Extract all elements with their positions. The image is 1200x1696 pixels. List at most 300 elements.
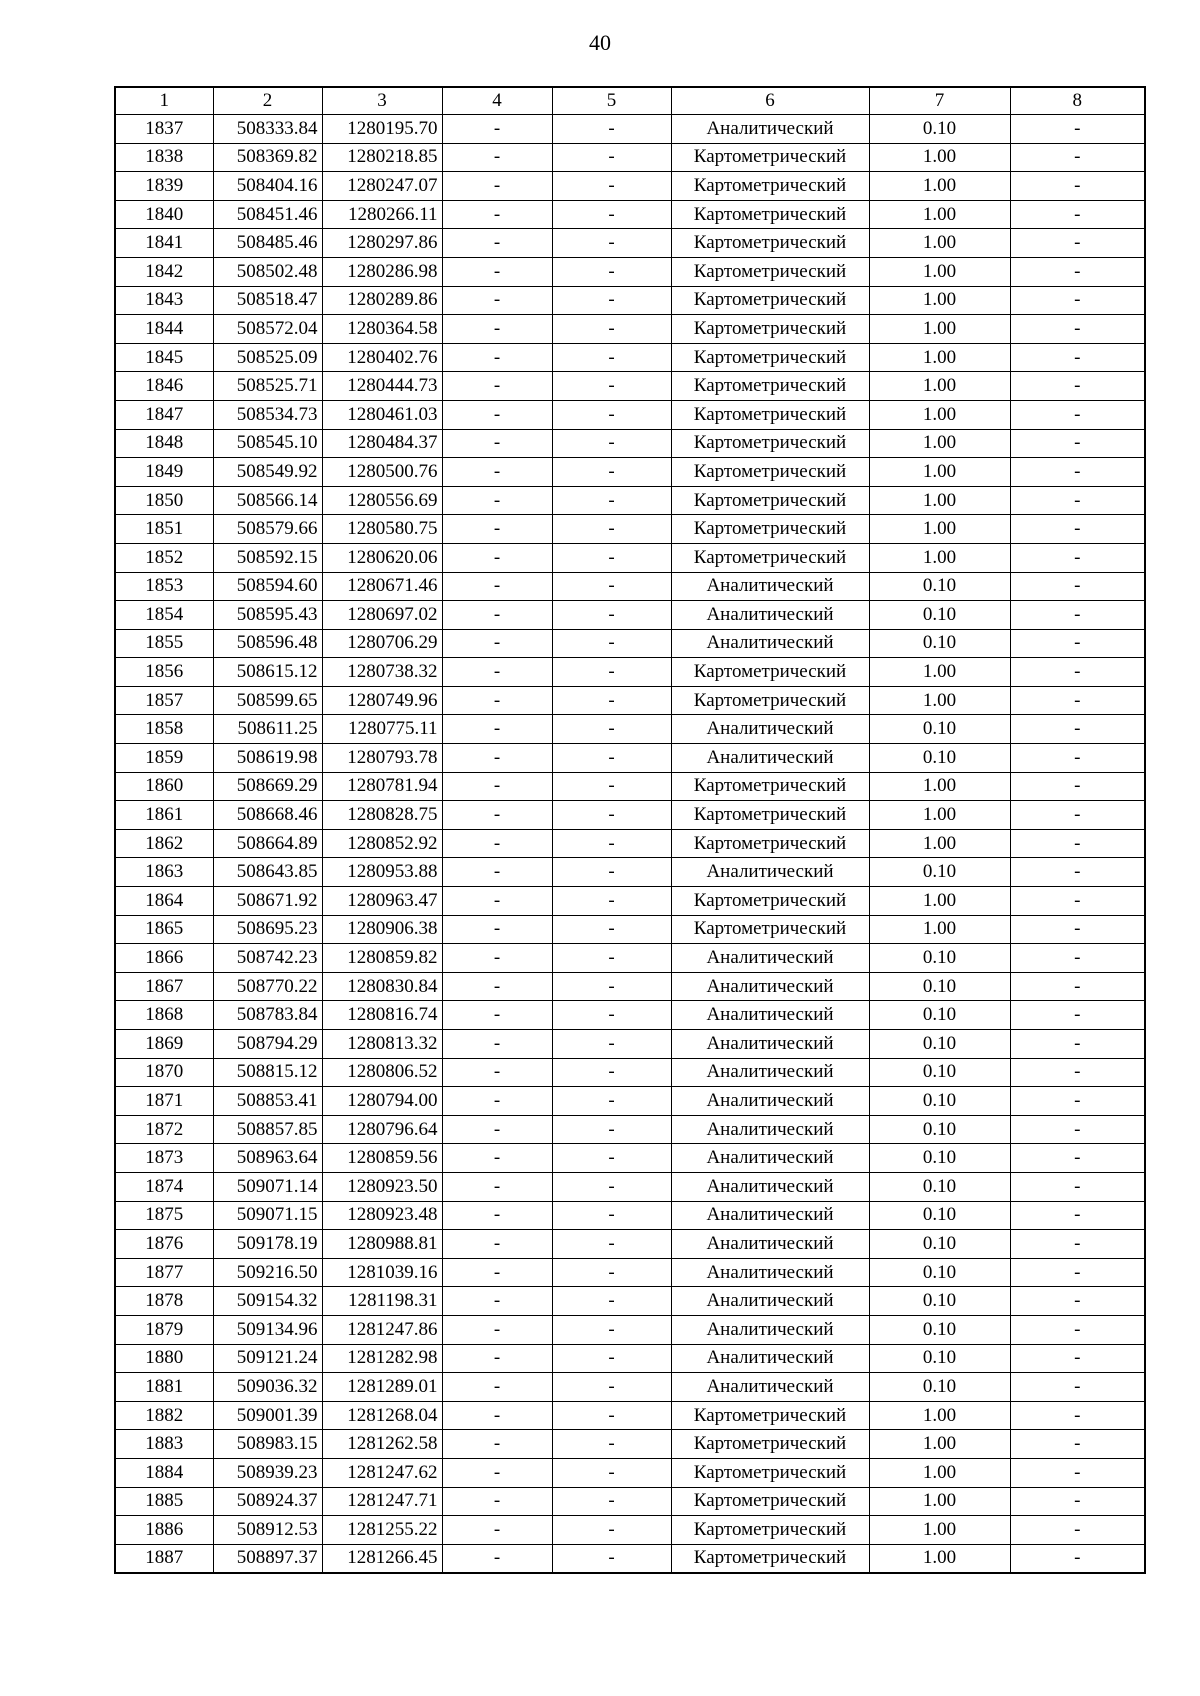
col4-cell: - xyxy=(442,1001,552,1030)
col5-cell: - xyxy=(552,286,671,315)
method-cell: Картометрический xyxy=(671,1401,869,1430)
col8-cell: - xyxy=(1010,972,1145,1001)
col8-cell: - xyxy=(1010,1344,1145,1373)
accuracy-cell: 1.00 xyxy=(869,257,1010,286)
col4-cell: - xyxy=(442,829,552,858)
accuracy-cell: 1.00 xyxy=(869,400,1010,429)
x-coordinate-cell: 508545.10 xyxy=(213,429,322,458)
y-coordinate-cell: 1280953.88 xyxy=(322,858,442,887)
col4-cell: - xyxy=(442,972,552,1001)
x-coordinate-cell: 508815.12 xyxy=(213,1058,322,1087)
col8-cell: - xyxy=(1010,1315,1145,1344)
col5-cell: - xyxy=(552,143,671,172)
method-cell: Картометрический xyxy=(671,257,869,286)
table-row xyxy=(115,143,1145,172)
y-coordinate-cell: 1280364.58 xyxy=(322,315,442,344)
table-body xyxy=(115,115,1145,1574)
accuracy-cell: 0.10 xyxy=(869,1144,1010,1173)
table-row xyxy=(115,286,1145,315)
point-number-cell: 1852 xyxy=(115,543,213,572)
col5-cell: - xyxy=(552,1030,671,1059)
page-number: 40 xyxy=(589,30,611,55)
y-coordinate-cell: 1280402.76 xyxy=(322,343,442,372)
y-coordinate-cell: 1280828.75 xyxy=(322,801,442,830)
accuracy-cell: 0.10 xyxy=(869,1030,1010,1059)
accuracy-cell: 1.00 xyxy=(869,315,1010,344)
method-cell: Картометрический xyxy=(671,801,869,830)
y-coordinate-cell: 1280697.02 xyxy=(322,601,442,630)
col5-cell: - xyxy=(552,887,671,916)
point-number-cell: 1880 xyxy=(115,1344,213,1373)
x-coordinate-cell: 508534.73 xyxy=(213,400,322,429)
table-row xyxy=(115,1030,1145,1059)
col5-cell: - xyxy=(552,658,671,687)
y-coordinate-cell: 1280988.81 xyxy=(322,1230,442,1259)
col5-cell: - xyxy=(552,172,671,201)
column-header: 7 xyxy=(869,87,1010,115)
header-row xyxy=(115,87,1145,115)
y-coordinate-cell: 1280816.74 xyxy=(322,1001,442,1030)
col5-cell: - xyxy=(552,686,671,715)
y-coordinate-cell: 1280266.11 xyxy=(322,200,442,229)
col8-cell: - xyxy=(1010,629,1145,658)
y-coordinate-cell: 1280859.56 xyxy=(322,1144,442,1173)
method-cell: Картометрический xyxy=(671,1487,869,1516)
y-coordinate-cell: 1280738.32 xyxy=(322,658,442,687)
y-coordinate-cell: 1281289.01 xyxy=(322,1373,442,1402)
point-number-cell: 1861 xyxy=(115,801,213,830)
method-cell: Картометрический xyxy=(671,658,869,687)
point-number-cell: 1839 xyxy=(115,172,213,201)
y-coordinate-cell: 1280749.96 xyxy=(322,686,442,715)
point-number-cell: 1871 xyxy=(115,1087,213,1116)
point-number-cell: 1841 xyxy=(115,229,213,258)
y-coordinate-cell: 1280444.73 xyxy=(322,372,442,401)
x-coordinate-cell: 509134.96 xyxy=(213,1315,322,1344)
col4-cell: - xyxy=(442,1058,552,1087)
col5-cell: - xyxy=(552,1430,671,1459)
method-cell: Аналитический xyxy=(671,572,869,601)
point-number-cell: 1877 xyxy=(115,1258,213,1287)
col5-cell: - xyxy=(552,1401,671,1430)
col8-cell: - xyxy=(1010,1458,1145,1487)
y-coordinate-cell: 1280706.29 xyxy=(322,629,442,658)
col4-cell: - xyxy=(442,1030,552,1059)
method-cell: Картометрический xyxy=(671,200,869,229)
col8-cell: - xyxy=(1010,801,1145,830)
x-coordinate-cell: 508794.29 xyxy=(213,1030,322,1059)
col5-cell: - xyxy=(552,343,671,372)
col4-cell: - xyxy=(442,1115,552,1144)
table-row xyxy=(115,744,1145,773)
y-coordinate-cell: 1280286.98 xyxy=(322,257,442,286)
col8-cell: - xyxy=(1010,1030,1145,1059)
x-coordinate-cell: 508596.48 xyxy=(213,629,322,658)
x-coordinate-cell: 508897.37 xyxy=(213,1544,322,1573)
col8-cell: - xyxy=(1010,858,1145,887)
table-row xyxy=(115,1458,1145,1487)
x-coordinate-cell: 508939.23 xyxy=(213,1458,322,1487)
y-coordinate-cell: 1280775.11 xyxy=(322,715,442,744)
method-cell: Картометрический xyxy=(671,1458,869,1487)
accuracy-cell: 0.10 xyxy=(869,1230,1010,1259)
col8-cell: - xyxy=(1010,686,1145,715)
method-cell: Картометрический xyxy=(671,315,869,344)
accuracy-cell: 0.10 xyxy=(869,1373,1010,1402)
col8-cell: - xyxy=(1010,1487,1145,1516)
col5-cell: - xyxy=(552,744,671,773)
accuracy-cell: 0.10 xyxy=(869,115,1010,144)
method-cell: Аналитический xyxy=(671,1230,869,1259)
col4-cell: - xyxy=(442,1287,552,1316)
point-number-cell: 1868 xyxy=(115,1001,213,1030)
method-cell: Картометрический xyxy=(671,915,869,944)
point-number-cell: 1857 xyxy=(115,686,213,715)
table-row xyxy=(115,486,1145,515)
col8-cell: - xyxy=(1010,172,1145,201)
x-coordinate-cell: 508611.25 xyxy=(213,715,322,744)
y-coordinate-cell: 1281198.31 xyxy=(322,1287,442,1316)
point-number-cell: 1843 xyxy=(115,286,213,315)
accuracy-cell: 0.10 xyxy=(869,629,1010,658)
col4-cell: - xyxy=(442,772,552,801)
y-coordinate-cell: 1280793.78 xyxy=(322,744,442,773)
accuracy-cell: 0.10 xyxy=(869,858,1010,887)
accuracy-cell: 1.00 xyxy=(869,887,1010,916)
table-row xyxy=(115,1230,1145,1259)
table-row xyxy=(115,172,1145,201)
method-cell: Картометрический xyxy=(671,429,869,458)
col8-cell: - xyxy=(1010,1258,1145,1287)
col8-cell: - xyxy=(1010,1373,1145,1402)
x-coordinate-cell: 508525.09 xyxy=(213,343,322,372)
col5-cell: - xyxy=(552,1344,671,1373)
table-row xyxy=(115,829,1145,858)
x-coordinate-cell: 508592.15 xyxy=(213,543,322,572)
point-number-cell: 1848 xyxy=(115,429,213,458)
table-row xyxy=(115,257,1145,286)
point-number-cell: 1867 xyxy=(115,972,213,1001)
y-coordinate-cell: 1281255.22 xyxy=(322,1516,442,1545)
point-number-cell: 1855 xyxy=(115,629,213,658)
point-number-cell: 1865 xyxy=(115,915,213,944)
col5-cell: - xyxy=(552,801,671,830)
y-coordinate-cell: 1280830.84 xyxy=(322,972,442,1001)
table-row xyxy=(115,801,1145,830)
col5-cell: - xyxy=(552,1058,671,1087)
col8-cell: - xyxy=(1010,887,1145,916)
point-number-cell: 1837 xyxy=(115,115,213,144)
col4-cell: - xyxy=(442,1344,552,1373)
accuracy-cell: 1.00 xyxy=(869,686,1010,715)
point-number-cell: 1854 xyxy=(115,601,213,630)
col4-cell: - xyxy=(442,1172,552,1201)
col5-cell: - xyxy=(552,572,671,601)
col8-cell: - xyxy=(1010,744,1145,773)
x-coordinate-cell: 508671.92 xyxy=(213,887,322,916)
method-cell: Картометрический xyxy=(671,372,869,401)
table-row xyxy=(115,887,1145,916)
method-cell: Аналитический xyxy=(671,1058,869,1087)
col4-cell: - xyxy=(442,887,552,916)
col4-cell: - xyxy=(442,1258,552,1287)
point-number-cell: 1850 xyxy=(115,486,213,515)
y-coordinate-cell: 1280923.48 xyxy=(322,1201,442,1230)
x-coordinate-cell: 508983.15 xyxy=(213,1430,322,1459)
point-number-cell: 1858 xyxy=(115,715,213,744)
col8-cell: - xyxy=(1010,200,1145,229)
accuracy-cell: 0.10 xyxy=(869,1115,1010,1144)
col8-cell: - xyxy=(1010,1001,1145,1030)
accuracy-cell: 0.10 xyxy=(869,972,1010,1001)
method-cell: Картометрический xyxy=(671,772,869,801)
col8-cell: - xyxy=(1010,1230,1145,1259)
x-coordinate-cell: 508857.85 xyxy=(213,1115,322,1144)
x-coordinate-cell: 508912.53 xyxy=(213,1516,322,1545)
method-cell: Картометрический xyxy=(671,143,869,172)
x-coordinate-cell: 508572.04 xyxy=(213,315,322,344)
accuracy-cell: 1.00 xyxy=(869,286,1010,315)
col8-cell: - xyxy=(1010,829,1145,858)
x-coordinate-cell: 508619.98 xyxy=(213,744,322,773)
col4-cell: - xyxy=(442,343,552,372)
y-coordinate-cell: 1280218.85 xyxy=(322,143,442,172)
method-cell: Аналитический xyxy=(671,744,869,773)
method-cell: Аналитический xyxy=(671,1172,869,1201)
method-cell: Картометрический xyxy=(671,400,869,429)
col8-cell: - xyxy=(1010,1516,1145,1545)
y-coordinate-cell: 1280500.76 xyxy=(322,458,442,487)
accuracy-cell: 1.00 xyxy=(869,458,1010,487)
col5-cell: - xyxy=(552,1516,671,1545)
accuracy-cell: 0.10 xyxy=(869,1287,1010,1316)
column-header: 4 xyxy=(442,87,552,115)
accuracy-cell: 0.10 xyxy=(869,1344,1010,1373)
col5-cell: - xyxy=(552,229,671,258)
table-row xyxy=(115,1401,1145,1430)
col5-cell: - xyxy=(552,372,671,401)
point-number-cell: 1846 xyxy=(115,372,213,401)
y-coordinate-cell: 1280906.38 xyxy=(322,915,442,944)
col4-cell: - xyxy=(442,801,552,830)
col8-cell: - xyxy=(1010,515,1145,544)
col4-cell: - xyxy=(442,1458,552,1487)
point-number-cell: 1864 xyxy=(115,887,213,916)
table-row xyxy=(115,1172,1145,1201)
table-row xyxy=(115,1144,1145,1173)
col4-cell: - xyxy=(442,1373,552,1402)
table-row xyxy=(115,1115,1145,1144)
method-cell: Картометрический xyxy=(671,343,869,372)
table-row xyxy=(115,629,1145,658)
accuracy-cell: 0.10 xyxy=(869,1001,1010,1030)
col8-cell: - xyxy=(1010,372,1145,401)
table-row xyxy=(115,772,1145,801)
col8-cell: - xyxy=(1010,601,1145,630)
table-row xyxy=(115,1058,1145,1087)
col5-cell: - xyxy=(552,543,671,572)
method-cell: Аналитический xyxy=(671,1115,869,1144)
col5-cell: - xyxy=(552,1087,671,1116)
x-coordinate-cell: 508615.12 xyxy=(213,658,322,687)
accuracy-cell: 1.00 xyxy=(869,772,1010,801)
method-cell: Аналитический xyxy=(671,1001,869,1030)
y-coordinate-cell: 1280461.03 xyxy=(322,400,442,429)
col4-cell: - xyxy=(442,629,552,658)
method-cell: Аналитический xyxy=(671,944,869,973)
x-coordinate-cell: 508669.29 xyxy=(213,772,322,801)
y-coordinate-cell: 1280247.07 xyxy=(322,172,442,201)
point-number-cell: 1862 xyxy=(115,829,213,858)
table-row xyxy=(115,1087,1145,1116)
table-row xyxy=(115,572,1145,601)
y-coordinate-cell: 1280859.82 xyxy=(322,944,442,973)
table-row xyxy=(115,1201,1145,1230)
accuracy-cell: 0.10 xyxy=(869,1172,1010,1201)
point-number-cell: 1883 xyxy=(115,1430,213,1459)
col4-cell: - xyxy=(442,572,552,601)
point-number-cell: 1881 xyxy=(115,1373,213,1402)
table-row xyxy=(115,115,1145,144)
table-row xyxy=(115,715,1145,744)
col8-cell: - xyxy=(1010,1087,1145,1116)
x-coordinate-cell: 508742.23 xyxy=(213,944,322,973)
col4-cell: - xyxy=(442,715,552,744)
accuracy-cell: 0.10 xyxy=(869,1058,1010,1087)
col5-cell: - xyxy=(552,1487,671,1516)
col8-cell: - xyxy=(1010,257,1145,286)
accuracy-cell: 1.00 xyxy=(869,915,1010,944)
method-cell: Аналитический xyxy=(671,715,869,744)
col8-cell: - xyxy=(1010,315,1145,344)
x-coordinate-cell: 508333.84 xyxy=(213,115,322,144)
x-coordinate-cell: 508599.65 xyxy=(213,686,322,715)
method-cell: Аналитический xyxy=(671,1258,869,1287)
col4-cell: - xyxy=(442,172,552,201)
col5-cell: - xyxy=(552,915,671,944)
x-coordinate-cell: 508783.84 xyxy=(213,1001,322,1030)
col5-cell: - xyxy=(552,829,671,858)
x-coordinate-cell: 508963.64 xyxy=(213,1144,322,1173)
col5-cell: - xyxy=(552,1230,671,1259)
col5-cell: - xyxy=(552,629,671,658)
point-number-cell: 1863 xyxy=(115,858,213,887)
y-coordinate-cell: 1280289.86 xyxy=(322,286,442,315)
method-cell: Аналитический xyxy=(671,1287,869,1316)
col8-cell: - xyxy=(1010,486,1145,515)
col5-cell: - xyxy=(552,1201,671,1230)
method-cell: Картометрический xyxy=(671,458,869,487)
table-row xyxy=(115,1373,1145,1402)
coordinates-table xyxy=(114,86,1146,1574)
y-coordinate-cell: 1281039.16 xyxy=(322,1258,442,1287)
col4-cell: - xyxy=(442,744,552,773)
col4-cell: - xyxy=(442,686,552,715)
method-cell: Аналитический xyxy=(671,1030,869,1059)
col4-cell: - xyxy=(442,858,552,887)
column-header: 2 xyxy=(213,87,322,115)
table-row xyxy=(115,658,1145,687)
accuracy-cell: 0.10 xyxy=(869,944,1010,973)
col4-cell: - xyxy=(442,515,552,544)
point-number-cell: 1853 xyxy=(115,572,213,601)
y-coordinate-cell: 1280580.75 xyxy=(322,515,442,544)
accuracy-cell: 0.10 xyxy=(869,601,1010,630)
col5-cell: - xyxy=(552,400,671,429)
accuracy-cell: 0.10 xyxy=(869,715,1010,744)
col8-cell: - xyxy=(1010,1115,1145,1144)
point-number-cell: 1887 xyxy=(115,1544,213,1573)
accuracy-cell: 0.10 xyxy=(869,572,1010,601)
y-coordinate-cell: 1280781.94 xyxy=(322,772,442,801)
table-row xyxy=(115,601,1145,630)
column-header: 5 xyxy=(552,87,671,115)
table-row xyxy=(115,1258,1145,1287)
x-coordinate-cell: 508594.60 xyxy=(213,572,322,601)
accuracy-cell: 1.00 xyxy=(869,515,1010,544)
col5-cell: - xyxy=(552,1115,671,1144)
col5-cell: - xyxy=(552,115,671,144)
col8-cell: - xyxy=(1010,658,1145,687)
point-number-cell: 1879 xyxy=(115,1315,213,1344)
col4-cell: - xyxy=(442,372,552,401)
x-coordinate-cell: 509036.32 xyxy=(213,1373,322,1402)
col5-cell: - xyxy=(552,1315,671,1344)
table-row xyxy=(115,1001,1145,1030)
x-coordinate-cell: 508643.85 xyxy=(213,858,322,887)
col8-cell: - xyxy=(1010,543,1145,572)
accuracy-cell: 0.10 xyxy=(869,1201,1010,1230)
x-coordinate-cell: 509216.50 xyxy=(213,1258,322,1287)
table-row xyxy=(115,915,1145,944)
col4-cell: - xyxy=(442,1230,552,1259)
col8-cell: - xyxy=(1010,772,1145,801)
col4-cell: - xyxy=(442,486,552,515)
x-coordinate-cell: 508502.48 xyxy=(213,257,322,286)
col5-cell: - xyxy=(552,1001,671,1030)
col4-cell: - xyxy=(442,429,552,458)
col5-cell: - xyxy=(552,772,671,801)
y-coordinate-cell: 1280852.92 xyxy=(322,829,442,858)
point-number-cell: 1885 xyxy=(115,1487,213,1516)
col8-cell: - xyxy=(1010,1401,1145,1430)
method-cell: Картометрический xyxy=(671,686,869,715)
col4-cell: - xyxy=(442,315,552,344)
accuracy-cell: 1.00 xyxy=(869,801,1010,830)
method-cell: Аналитический xyxy=(671,1087,869,1116)
accuracy-cell: 1.00 xyxy=(869,658,1010,687)
point-number-cell: 1840 xyxy=(115,200,213,229)
col8-cell: - xyxy=(1010,915,1145,944)
column-header: 1 xyxy=(115,87,213,115)
col4-cell: - xyxy=(442,1430,552,1459)
point-number-cell: 1849 xyxy=(115,458,213,487)
x-coordinate-cell: 509121.24 xyxy=(213,1344,322,1373)
x-coordinate-cell: 508549.92 xyxy=(213,458,322,487)
method-cell: Аналитический xyxy=(671,601,869,630)
col5-cell: - xyxy=(552,315,671,344)
table-row xyxy=(115,429,1145,458)
col4-cell: - xyxy=(442,458,552,487)
table-row xyxy=(115,372,1145,401)
table-row xyxy=(115,515,1145,544)
x-coordinate-cell: 509154.32 xyxy=(213,1287,322,1316)
col5-cell: - xyxy=(552,257,671,286)
x-coordinate-cell: 508853.41 xyxy=(213,1087,322,1116)
x-coordinate-cell: 508579.66 xyxy=(213,515,322,544)
col5-cell: - xyxy=(552,715,671,744)
col4-cell: - xyxy=(442,143,552,172)
